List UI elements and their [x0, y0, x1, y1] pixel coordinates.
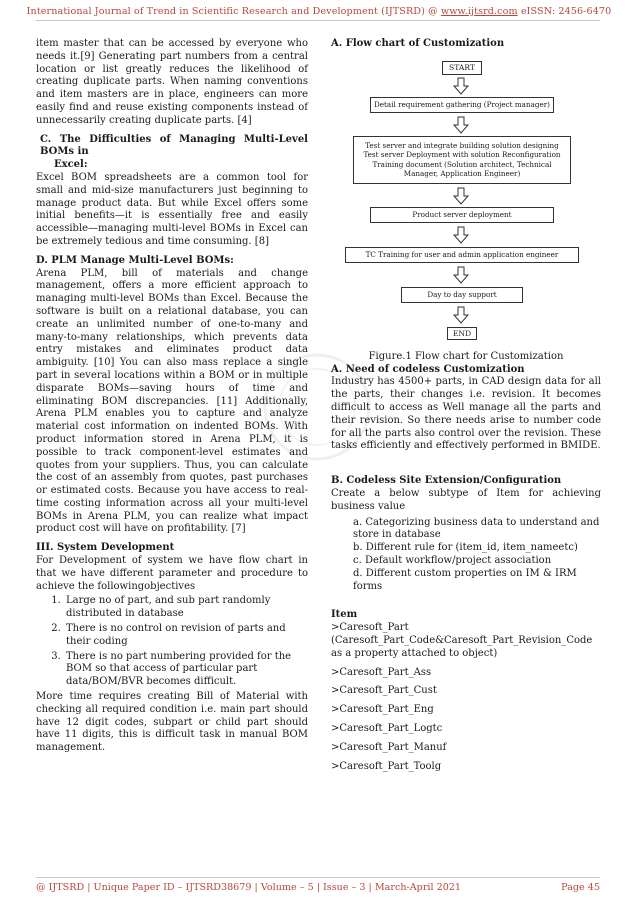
- section-c-heading: [36, 134, 308, 172]
- section-c-body: Excel BOM spreadsheets are a common tool for small and mid-size manufacturers just beginning to manage product data. But while Excel offers some initial benefits—it is essentially free and easily accessible—managing multi-level BOMs in Excel can be extremely tedious and time consuming. [8]: [36, 171, 308, 247]
- extension-heading: B. Codeless Site Extension/Configuration: [331, 475, 562, 487]
- list-item: d. Different custom properties on IM & IRM forms: [353, 567, 577, 592]
- issn: eISSN: 2456-6470: [517, 6, 612, 17]
- flow-start-box: START: [442, 61, 482, 75]
- down-arrow-icon: [453, 116, 469, 134]
- down-arrow-icon: [453, 306, 469, 324]
- figure-caption: Figure.1 Flow chart for Customization: [368, 350, 564, 362]
- item-caresoft-part: >Caresoft_Part: [331, 622, 409, 634]
- flow-step-product-server: Product server deployment: [370, 207, 554, 223]
- list-item: a. Categorizing business data to understand and store in database: [353, 516, 600, 541]
- list-item: 1. Large no of part, and sub part randomly distributed in database: [64, 595, 308, 621]
- section-c-heading-line1: C. The Difficulties of Managing Multi-Level BOMs in: [40, 133, 308, 158]
- list-item: >Caresoft_Part_Ass: [331, 666, 432, 678]
- list-item: 3. There is no part numbering provided for the BOM so that access of particular part data/BOM/BVR becomes difficult.: [64, 651, 308, 689]
- subtype-list: [331, 517, 601, 594]
- need-body: Industry has 4500+ parts, in CAD design data for all the parts, their changes i.e. revision. It becomes difficult to access as Well manage all the parts and their revision. So there needs arise to number code for all the parts also control over the revision. These tasks efficiently and effectively performed in BMIDE.: [331, 376, 601, 452]
- list-item: >Caresoft_Part_Logtc: [331, 722, 443, 734]
- down-arrow-icon: [453, 77, 469, 95]
- closing-paragraph: More time requires creating Bill of Material with checking all required condition i.e. main part should have 12 digit codes, subpart or child part should have 11 digits, this is difficult task in manual BOM management.: [36, 691, 308, 754]
- down-arrow-icon: [453, 187, 469, 205]
- section-d-body: Arena PLM, bill of materials and change management, offers a more efficient approach to managing multi-level BOMs than Excel. Because the software is built on a relational database, you can create an unlimited number of one-to-many and many-to-many relationships, which prevents data entry mistakes and eliminates product data ambiguity. [10] You can also mass replace a single part in several locations within a BOM or in multiple disparate BOMs—saving hours of time and eliminating BOM discrepancies. [11] Additionally, Arena PLM enables you to capture and analyze material cost information on indented BOMs. With product information stored in Arena PLM, it is possible to track component-level estimates and quotes from your suppliers. Thus, you can calculate the cost of an assembly from quotes, past purchases or estimated costs. Because you have access to real-time costing information across all your multi-level BOMs in Arena PLM, you can realize what impact product cost will have on profitability. [7]: [36, 267, 308, 535]
- list-item: >Caresoft_Part_Eng: [331, 704, 434, 716]
- section-c-heading-line2: Excel:: [54, 159, 88, 171]
- down-arrow-icon: [453, 226, 469, 244]
- extension-body: Create a below subtype of Item for achieving business value: [331, 487, 601, 512]
- page-number: Page 45: [561, 882, 600, 893]
- flow-chart-heading: A. Flow chart of Customization: [331, 38, 505, 49]
- footer-rule: [36, 877, 600, 878]
- list-item: c. Default workflow/project association: [353, 554, 552, 566]
- item-heading: Item: [331, 609, 358, 621]
- list-item: >Caresoft_Part_Manuf: [331, 741, 447, 753]
- list-item: 2. There is no control on revision of parts and their coding: [64, 623, 308, 649]
- header-rule: [36, 20, 600, 21]
- left-column: [36, 38, 308, 755]
- running-header: [0, 6, 638, 17]
- flow-step-test-server: Test server and integrate building solution designing Test server Deployment with solution Reconfiguration Training document (Solution architect, Technical Manager, Application Engineer): [353, 136, 571, 184]
- down-arrow-icon: [453, 266, 469, 284]
- item-caresoft-part-detail: (Caresoft_Part_Code&Caresoft_Part_Revision_Code as a property attached to object): [331, 634, 593, 659]
- flow-step-tc-training: TC Training for user and admin application engineer: [345, 247, 579, 263]
- list-item: b. Different rule for (item_id, item_nameetc): [353, 542, 578, 554]
- section-iii-heading: III. System Development: [36, 542, 175, 554]
- journal-name: International Journal of Trend in Scientific Research and Development (IJTSRD) @: [26, 6, 441, 17]
- objectives-list: [36, 595, 308, 689]
- footer-info: @ IJTSRD | Unique Paper ID – IJTSRD38679 | Volume – 5 | Issue – 3 | March-April 2021: [36, 882, 462, 893]
- flow-step-requirements: Detail requirement gathering (Project manager): [370, 97, 554, 113]
- list-item: >Caresoft_Part_Toolg: [331, 760, 442, 772]
- running-footer: [36, 882, 600, 893]
- customization-flow-chart: [331, 61, 601, 351]
- intro-paragraph: item master that can be accessed by everyone who needs it.[9] Generating part numbers from a central location or list greatly reduces the likelihood of creating duplicate parts. When naming conventions and item masters are in place, engineers can more easily find and reuse existing components instead of unnecessarily creating duplicate parts. [4]: [36, 38, 308, 126]
- need-heading: A. Need of codeless Customization: [331, 363, 525, 375]
- section-d-heading: D. PLM Manage Multi-Level BOMs:: [36, 254, 234, 266]
- list-item: >Caresoft_Part_Cust: [331, 685, 437, 697]
- right-column: [331, 38, 601, 779]
- flow-end-box: END: [447, 327, 477, 340]
- flow-step-support: Day to day support: [401, 287, 523, 303]
- section-iii-body: For Development of system we have flow chart in that we have different parameter and procedure to achieve the followingobjectives: [36, 555, 308, 592]
- journal-url-link[interactable]: www.ijtsrd.com: [440, 6, 518, 17]
